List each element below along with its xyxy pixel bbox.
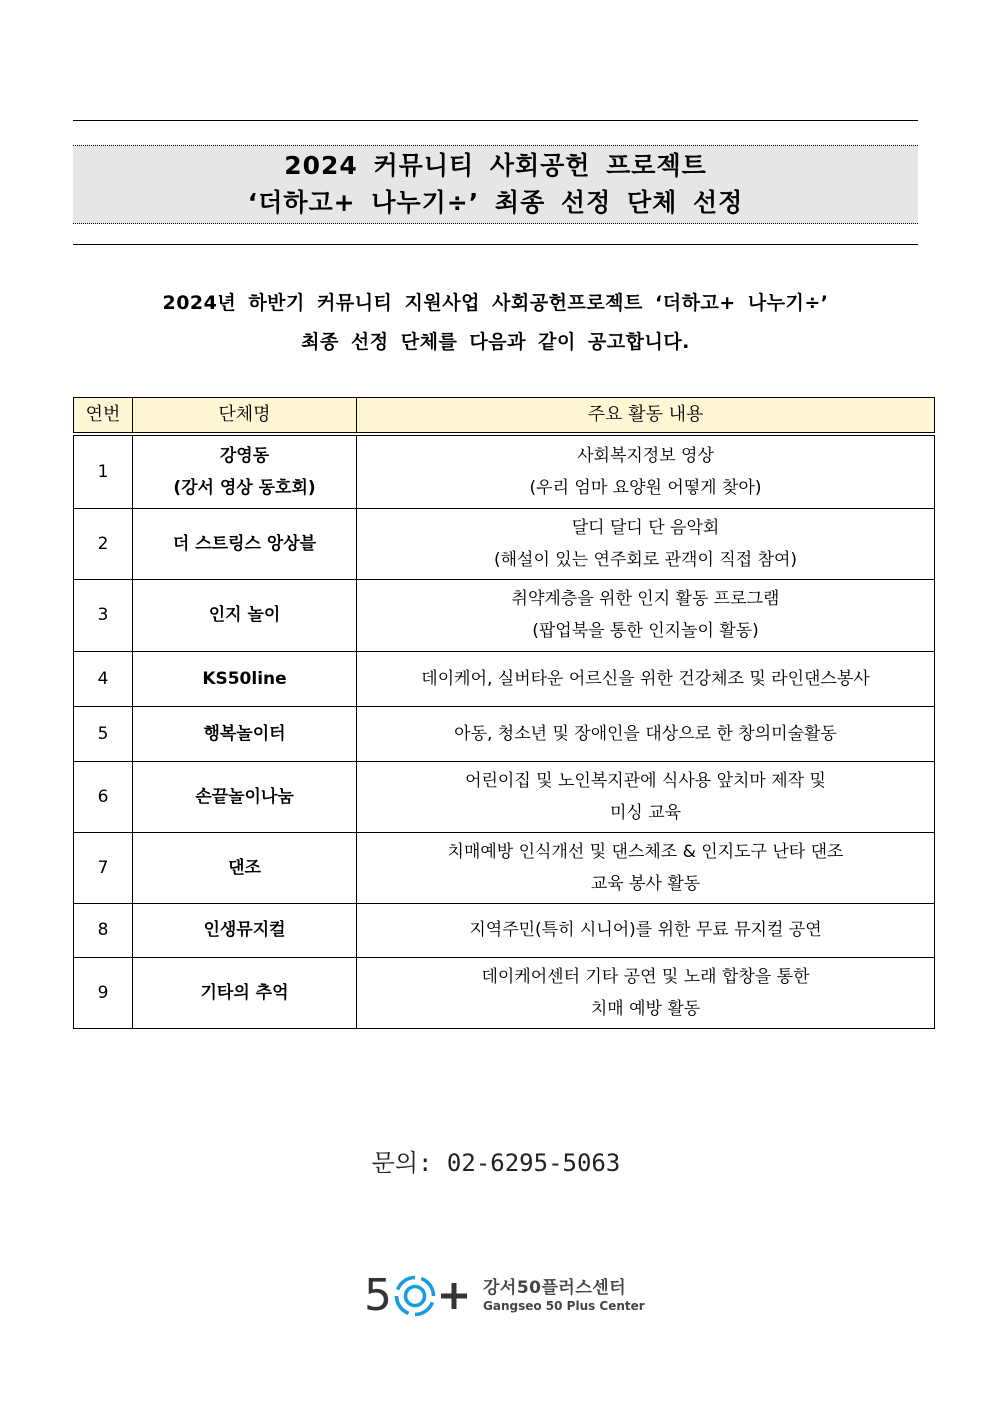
row-number: 5 [74,706,133,761]
logo-name-english: Gangseo 50 Plus Center [483,1299,645,1313]
activity-line: 어린이집 및 노인복지관에 식사용 앞치마 제작 및 [465,770,826,791]
group-name-line: 행복놀이터 [203,723,286,744]
intro-line-2: 최종 선정 단체를 다음과 같이 공고합니다. [301,331,690,353]
top-rule [73,120,918,121]
group-name-line: 손끝놀이나눔 [195,786,294,807]
activity-line: 데이케어, 실버타운 어르신을 위한 건강체조 및 라인댄스봉사 [421,668,870,689]
activity-line: 교육 봉사 활동 [590,873,701,894]
selected-groups-table [73,397,935,1029]
center-logo [364,1272,645,1320]
group-name-cell [133,761,357,832]
row-number: 7 [74,832,133,903]
table-row [74,651,935,706]
table-row [74,579,935,651]
activity-cell [357,957,935,1028]
activity-line: (해설이 있는 연주회로 관객이 직접 참여) [493,549,798,570]
group-name-cell [133,957,357,1028]
group-name-line: 댄조 [228,857,261,878]
group-name-cell [133,832,357,903]
group-name-cell [133,651,357,706]
activity-line: (팝업북을 통한 인지놀이 활동) [532,621,759,641]
column-header-group: 단체명 [133,398,357,435]
row-number: 1 [74,434,133,508]
table-row [74,508,935,579]
activity-line: 미싱 교육 [609,802,682,823]
bottom-rule [73,244,918,245]
table-header-row [74,398,935,435]
table-row [74,903,935,957]
group-name-line: 강영동 [219,445,270,466]
logo-five: 5 [364,1270,392,1321]
activity-cell [357,903,935,957]
row-number: 2 [74,508,133,579]
activity-line: 치매예방 인식개선 및 댄스체조 & 인지도구 난타 댄조 [447,841,844,862]
logo-text [483,1278,645,1314]
contact-info: 문의: 02-6295-5063 [371,1149,621,1177]
activity-cell [357,508,935,579]
activity-line: 치매 예방 활동 [590,998,701,1019]
row-number: 8 [74,903,133,957]
group-name-cell [133,903,357,957]
activity-line: 지역주민(특히 시니어)를 위한 무료 뮤지컬 공연 [469,920,822,940]
intro-line-1: 2024년 하반기 커뮤니티 지원사업 사회공헌프로젝트 ‘더하고+ 나누기÷’ [162,292,829,314]
activity-cell [357,761,935,832]
title-banner [73,145,918,224]
table-row [74,706,935,761]
group-name-cell [133,579,357,651]
table-row [74,832,935,903]
row-number: 6 [74,761,133,832]
activity-cell [357,579,935,651]
activity-line: 취약계층을 위한 인지 활동 프로그램 [511,589,780,609]
activity-cell [357,706,935,761]
activity-line: 데이케어센터 기타 공연 및 노래 합창을 통한 [481,966,810,987]
group-name-line: 인지 놀이 [208,605,281,625]
group-name-cell [133,508,357,579]
group-name-line: (강서 영상 동호회) [173,477,316,498]
table-row [74,434,935,508]
column-header-activity: 주요 활동 내용 [357,398,935,435]
title-line-1: 2024 커뮤니티 사회공헌 프로젝트 [284,151,707,180]
group-name-line: KS50line [202,668,287,689]
activity-line: 사회복지정보 영상 [577,445,714,466]
group-name-cell [133,706,357,761]
logo-mark [364,1270,469,1321]
group-name-line: 인생뮤지컬 [203,920,286,940]
activity-cell [357,434,935,508]
plus-icon [439,1281,469,1311]
activity-line: (우리 엄마 요양원 어떻게 찾아) [529,477,762,498]
target-circle-icon [393,1274,437,1318]
column-header-number: 연번 [74,398,133,435]
activity-line: 달디 달디 단 음악회 [571,517,720,538]
row-number: 3 [74,579,133,651]
table-row [74,761,935,832]
logo-name-korean: 강서50플러스센터 [483,1278,627,1298]
activity-line: 아동, 청소년 및 장애인을 대상으로 한 창의미술활동 [454,723,837,744]
group-name-cell [133,434,357,508]
title-line-2: ‘더하고+ 나누기÷’ 최종 선정 단체 선정 [247,188,744,217]
activity-cell [357,651,935,706]
group-name-line: 기타의 추억 [200,982,289,1003]
activity-cell [357,832,935,903]
row-number: 4 [74,651,133,706]
row-number: 9 [74,957,133,1028]
group-name-line: 더 스트링스 앙상블 [172,533,317,554]
table-row [74,957,935,1028]
